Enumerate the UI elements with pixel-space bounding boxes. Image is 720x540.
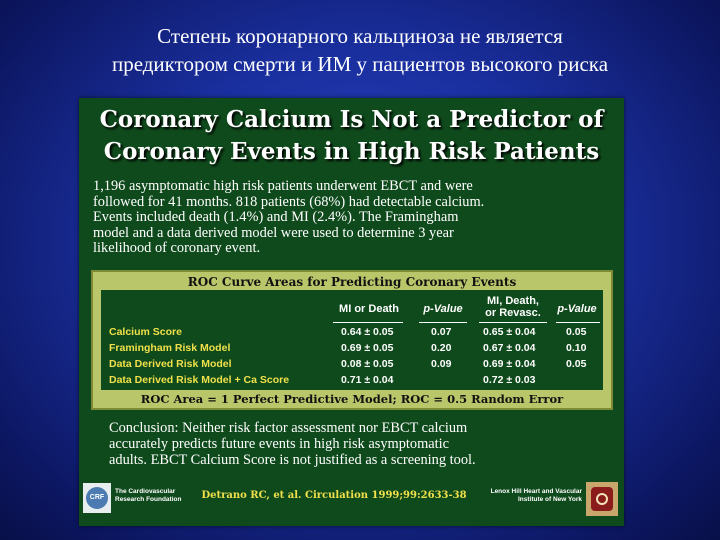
header-mi-death-revasc [473,295,553,319]
conclusion-text [109,420,609,468]
header-p-value-1: p-Value [423,303,463,315]
institute-name [472,488,582,504]
foundation-name [115,488,195,504]
foundation-line-1: The Cardiovascular [115,488,176,495]
cell-mi-death-revasc: 0.65 ± 0.04 [483,326,536,338]
cell-mi-death-revasc: 0.69 ± 0.04 [483,358,536,370]
intro-line: Events included death (1.4%) and MI (2.4%). The Framingham [93,209,459,225]
cell-mi-death: 0.08 ± 0.05 [341,358,394,370]
header-mi-death-revasc-line-2: or Revasc. [485,307,541,319]
slide-footer [79,479,624,526]
foundation-line-2: Research Foundation [115,496,182,503]
crf-logo [83,483,111,513]
cell-mi-death: 0.71 ± 0.04 [341,374,394,386]
institute-logo [586,482,618,516]
intro-line: likelihood of coronary event. [93,240,261,256]
header-underline [333,322,403,323]
roc-table [101,290,603,390]
header-mi-death-revasc-line-1: MI, Death, [487,295,539,307]
slide-panel [79,98,624,526]
slide-heading-line-2: Coronary Events in High Risk Patients [103,138,600,165]
page-title-line-1: Степень коронарного кальциноза не является [157,24,563,48]
page-title-line-2: предиктором смерти и ИМ у пациентов высокого риска [111,52,609,76]
citation: Detrano RC, et al. Circulation 1999;99:2633-38 [201,490,467,501]
row-label: Calcium Score [109,326,182,338]
cell-p-value-1: 0.20 [431,342,452,354]
cell-p-value-2: 0.05 [566,358,587,370]
header-p-value-2: p-Value [557,303,597,315]
roc-footnote: ROC Area = 1 Perfect Predictive Model; ROC = 0.5 Random Error [140,392,564,406]
header-underline [556,322,600,323]
cell-p-value-2: 0.05 [566,326,587,338]
institute-line-1: Lenox Hill Heart and Vascular [490,488,582,495]
cell-mi-death: 0.69 ± 0.05 [341,342,394,354]
cell-mi-death-revasc: 0.72 ± 0.03 [483,374,536,386]
row-label: Framingham Risk Model [109,342,231,354]
row-label: Data Derived Risk Model + Ca Score [109,374,290,386]
cell-mi-death-revasc: 0.67 ± 0.04 [483,342,536,354]
roc-box [91,270,613,410]
cell-mi-death: 0.64 ± 0.05 [341,326,394,338]
header-mi-death: MI or Death [339,303,399,315]
crf-logo-mark: CRF [86,487,108,509]
institute-line-2: Institute of New York [517,496,582,503]
conclusion-line: Conclusion: Neither risk factor assessment nor EBCT calcium [109,420,468,436]
header-underline [419,322,467,323]
slide-heading-line-1: Coronary Calcium Is Not a Predictor of [99,106,604,133]
slide-heading [79,104,624,168]
conclusion-line: adults. EBCT Calcium Score is not justified as a screening tool. [109,452,476,468]
cell-p-value-1: 0.07 [431,326,452,338]
page-title [0,22,720,78]
intro-text [93,179,613,257]
cell-p-value-1: 0.09 [431,358,452,370]
institute-emblem-icon [591,487,613,511]
intro-line: followed for 41 months. 818 patients (68%) had detectable calcium. [93,193,485,210]
intro-line: model and a data derived model were used to determine 3 year [93,224,454,241]
conclusion-line: accurately predicts future events in high risk asymptomatic [109,436,450,452]
intro-line: 1,196 asymptomatic high risk patients underwent EBCT and were [93,178,473,194]
row-label: Data Derived Risk Model [109,358,232,370]
cell-p-value-2: 0.10 [566,342,587,354]
header-underline [479,322,547,323]
roc-title: ROC Curve Areas for Predicting Coronary Events [187,275,517,289]
